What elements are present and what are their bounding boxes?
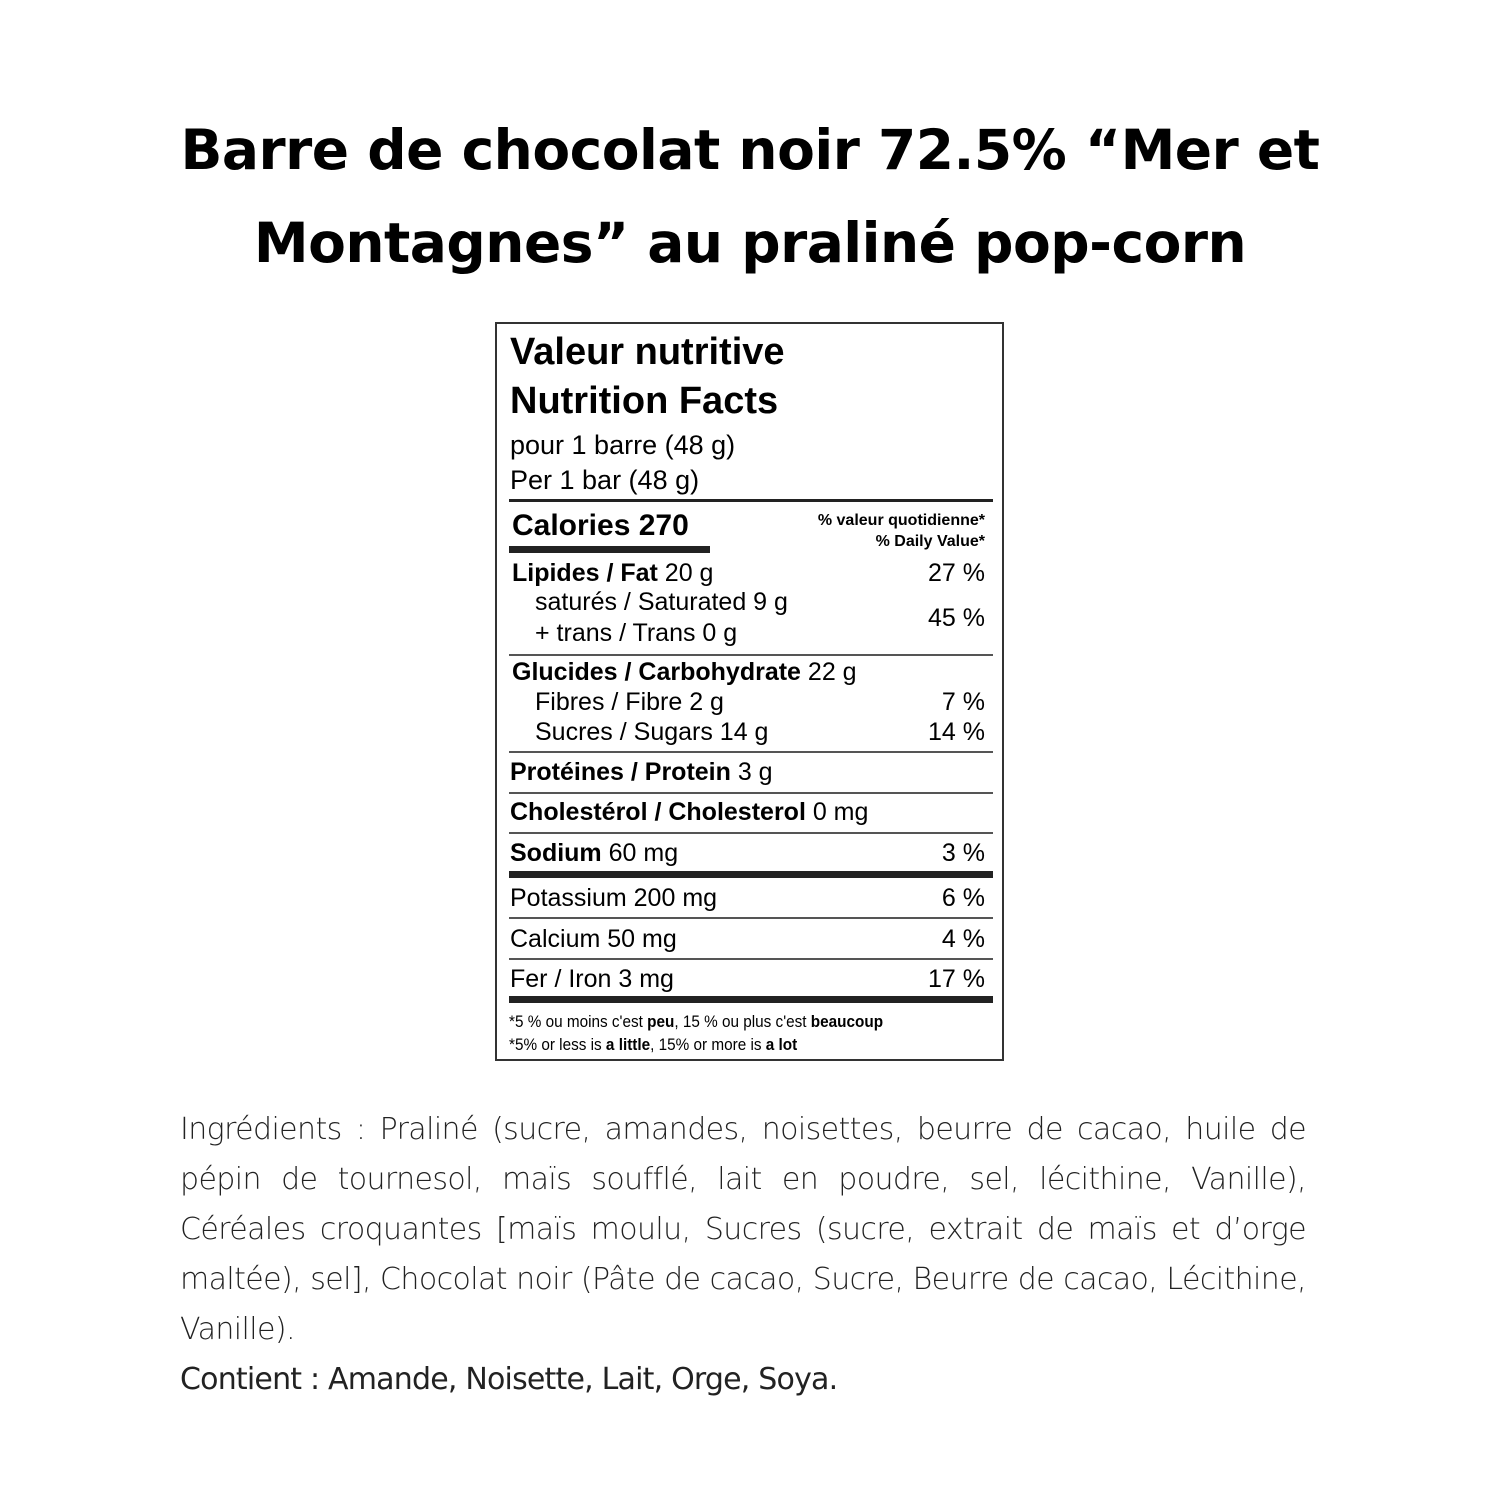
serving-en: Per 1 bar (48 g) xyxy=(510,465,700,495)
calcium-row: Calcium 50 mg xyxy=(510,925,677,953)
daily-value-header-fr: % valeur quotidienne* xyxy=(817,512,985,529)
divider xyxy=(509,654,993,656)
sugars-dv: 14 % xyxy=(928,718,985,746)
heading-fr: Valeur nutritive xyxy=(510,331,785,373)
carb-row: Glucides / Carbohydrate 22 g xyxy=(512,658,857,686)
ingredients-paragraph: Ingrédients : Praliné (sucre, amandes, noisettes, beurre de cacao, huile de pépin de tournesol, maïs soufflé, lait en poudre, sel, lécithine, Vanille), Céréales croquantes [maïs moulu, Sucres (sucre, extrait de maïs et d’orge maltée), sel], Chocolat noir (Pâte de cacao, Sucre, Beurre de cacao, Lécithine, Vanille). xyxy=(180,1112,1306,1347)
iron-row: Fer / Iron 3 mg xyxy=(510,965,674,993)
serving-fr: pour 1 barre (48 g) xyxy=(510,430,736,460)
sodium-row: Sodium 60 mg xyxy=(510,839,679,867)
daily-value-header-en: % Daily Value* xyxy=(875,533,985,550)
product-title-line-1: Barre de chocolat noir 72.5% “Mer et xyxy=(180,118,1320,182)
divider xyxy=(509,499,993,502)
calories-underline xyxy=(509,546,710,553)
saturated-row: saturés / Saturated 9 g xyxy=(535,588,788,616)
protein-row: Protéines / Protein 3 g xyxy=(510,758,773,786)
divider xyxy=(509,917,993,919)
iron-dv: 17 % xyxy=(928,965,985,993)
heading-en: Nutrition Facts xyxy=(510,380,779,422)
thick-divider xyxy=(509,871,993,878)
sat-trans-dv: 45 % xyxy=(928,604,985,632)
fat-row: Lipides / Fat 20 g xyxy=(512,559,714,587)
trans-row: + trans / Trans 0 g xyxy=(535,619,738,647)
calcium-dv: 4 % xyxy=(941,925,985,953)
calories: Calories 270 xyxy=(512,509,689,542)
fat-dv: 27 % xyxy=(928,559,985,587)
sodium-dv: 3 % xyxy=(941,839,985,867)
potassium-row: Potassium 200 mg xyxy=(510,884,718,912)
ingredients-text xyxy=(180,1105,1306,1355)
product-title-line-2: Montagnes” au praliné pop-corn xyxy=(253,211,1247,275)
thick-divider xyxy=(509,996,993,1003)
footnote-en: *5% or less is a little, 15% or more is a lot xyxy=(509,1035,798,1054)
sugars-row: Sucres / Sugars 14 g xyxy=(535,718,769,746)
potassium-dv: 6 % xyxy=(941,884,985,912)
divider xyxy=(509,958,993,960)
divider xyxy=(509,792,993,794)
fibre-dv: 7 % xyxy=(941,688,985,716)
cholesterol-row: Cholestérol / Cholesterol 0 mg xyxy=(510,798,869,826)
allergens-text: Contient : Amande, Noisette, Lait, Orge, Soya. xyxy=(180,1362,838,1397)
fibre-row: Fibres / Fibre 2 g xyxy=(535,688,724,716)
nutrition-facts-label xyxy=(495,322,1004,1061)
footnote-fr: *5 % ou moins c'est peu, 15 % ou plus c'est beaucoup xyxy=(509,1012,884,1031)
divider xyxy=(509,751,993,753)
divider xyxy=(509,832,993,834)
